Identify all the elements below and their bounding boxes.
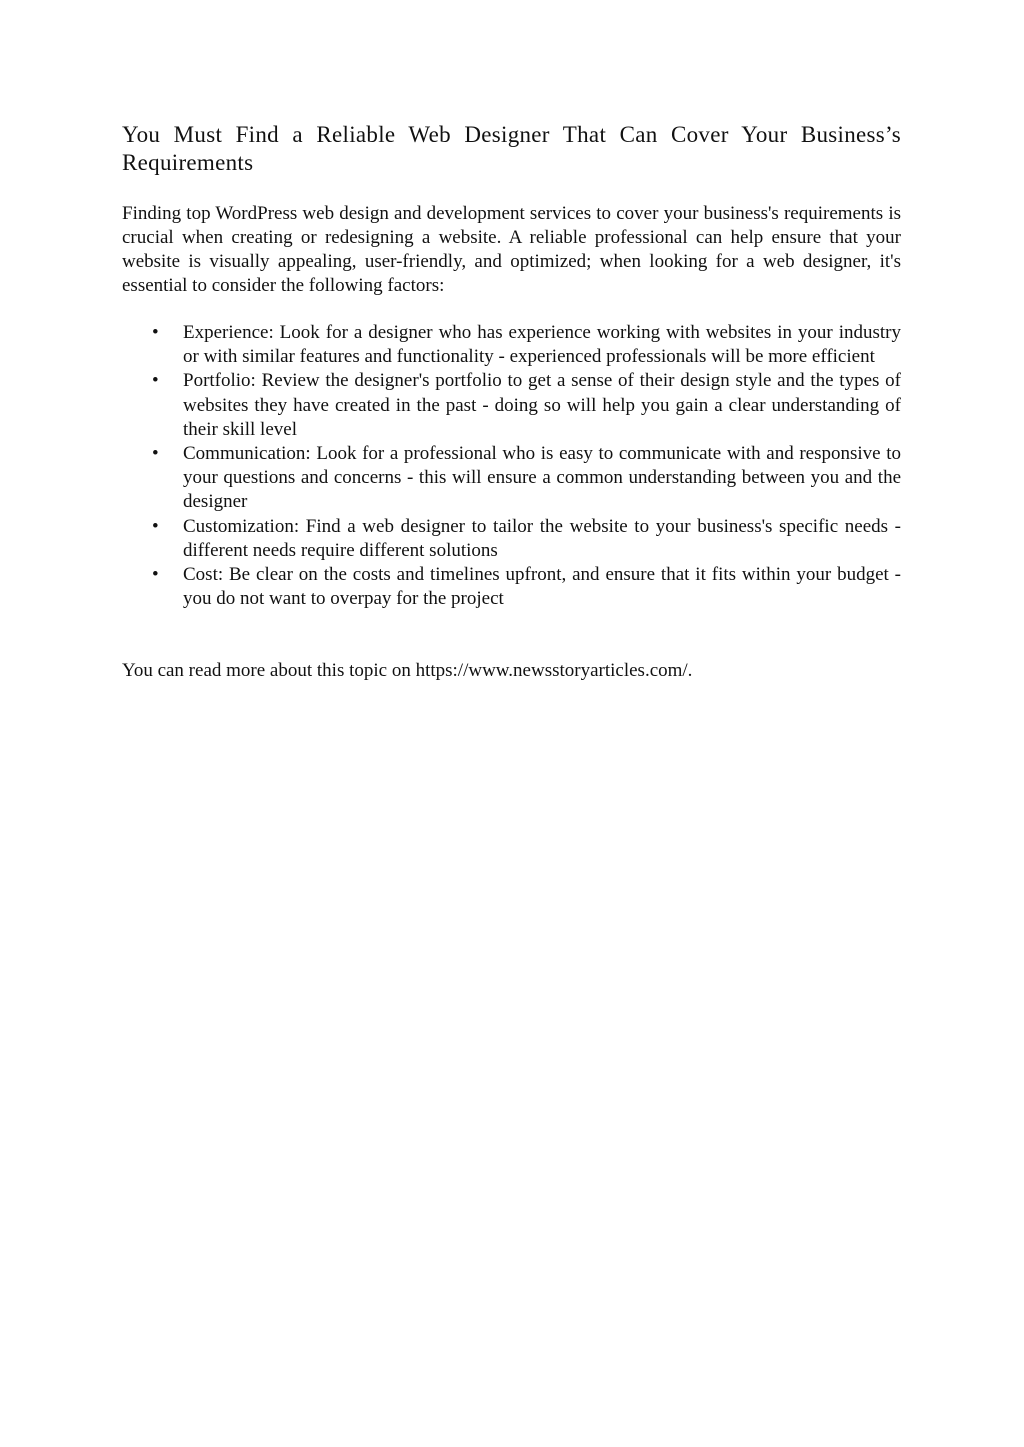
bullet-icon: • (152, 564, 159, 586)
intro-paragraph: Finding top WordPress web design and development services to cover your business's requirements is crucial when creating or redesigning a website. A reliable professional can help ensure that your website is visually appealing, user-friendly, and optimized; when looking for a web designer, it's essential to consider the following factors: (122, 203, 901, 296)
list-item-text: Experience: Look for a designer who has experience working with websites in your industry or with similar features and functionality - experienced professionals will be more efficient (183, 322, 901, 368)
factors-list (122, 321, 901, 611)
list-item-text: Customization: Find a web designer to tailor the website to your business's specific needs - different needs require different solutions (183, 515, 901, 561)
outro-paragraph: You can read more about this topic on https://www.newsstoryarticles.com/. (122, 660, 693, 681)
bullet-icon: • (152, 322, 159, 343)
list-item-text: Portfolio: Review the designer's portfolio to get a sense of their design style and the types of websites they have created in the past - doing so will help you gain a clear understanding of their skill level (183, 370, 901, 440)
list-item (122, 563, 901, 611)
list-item (122, 515, 901, 563)
list-item-text: Cost: Be clear on the costs and timelines upfront, and ensure that it fits within your budget - you do not want to overpay for the project (183, 564, 901, 610)
bullet-icon: • (152, 515, 159, 537)
list-item-text: Communication: Look for a professional who is easy to communicate with and responsive to your questions and concerns - this will ensure a common understanding between you and the designer (183, 443, 901, 513)
bullet-icon: • (152, 443, 159, 465)
list-item (122, 321, 901, 369)
bullet-icon: • (152, 370, 159, 392)
list-item (122, 442, 901, 515)
list-item (122, 369, 901, 442)
document-title: You Must Find a Reliable Web Designer That Can Cover Your Business’s Requirements (122, 122, 901, 175)
